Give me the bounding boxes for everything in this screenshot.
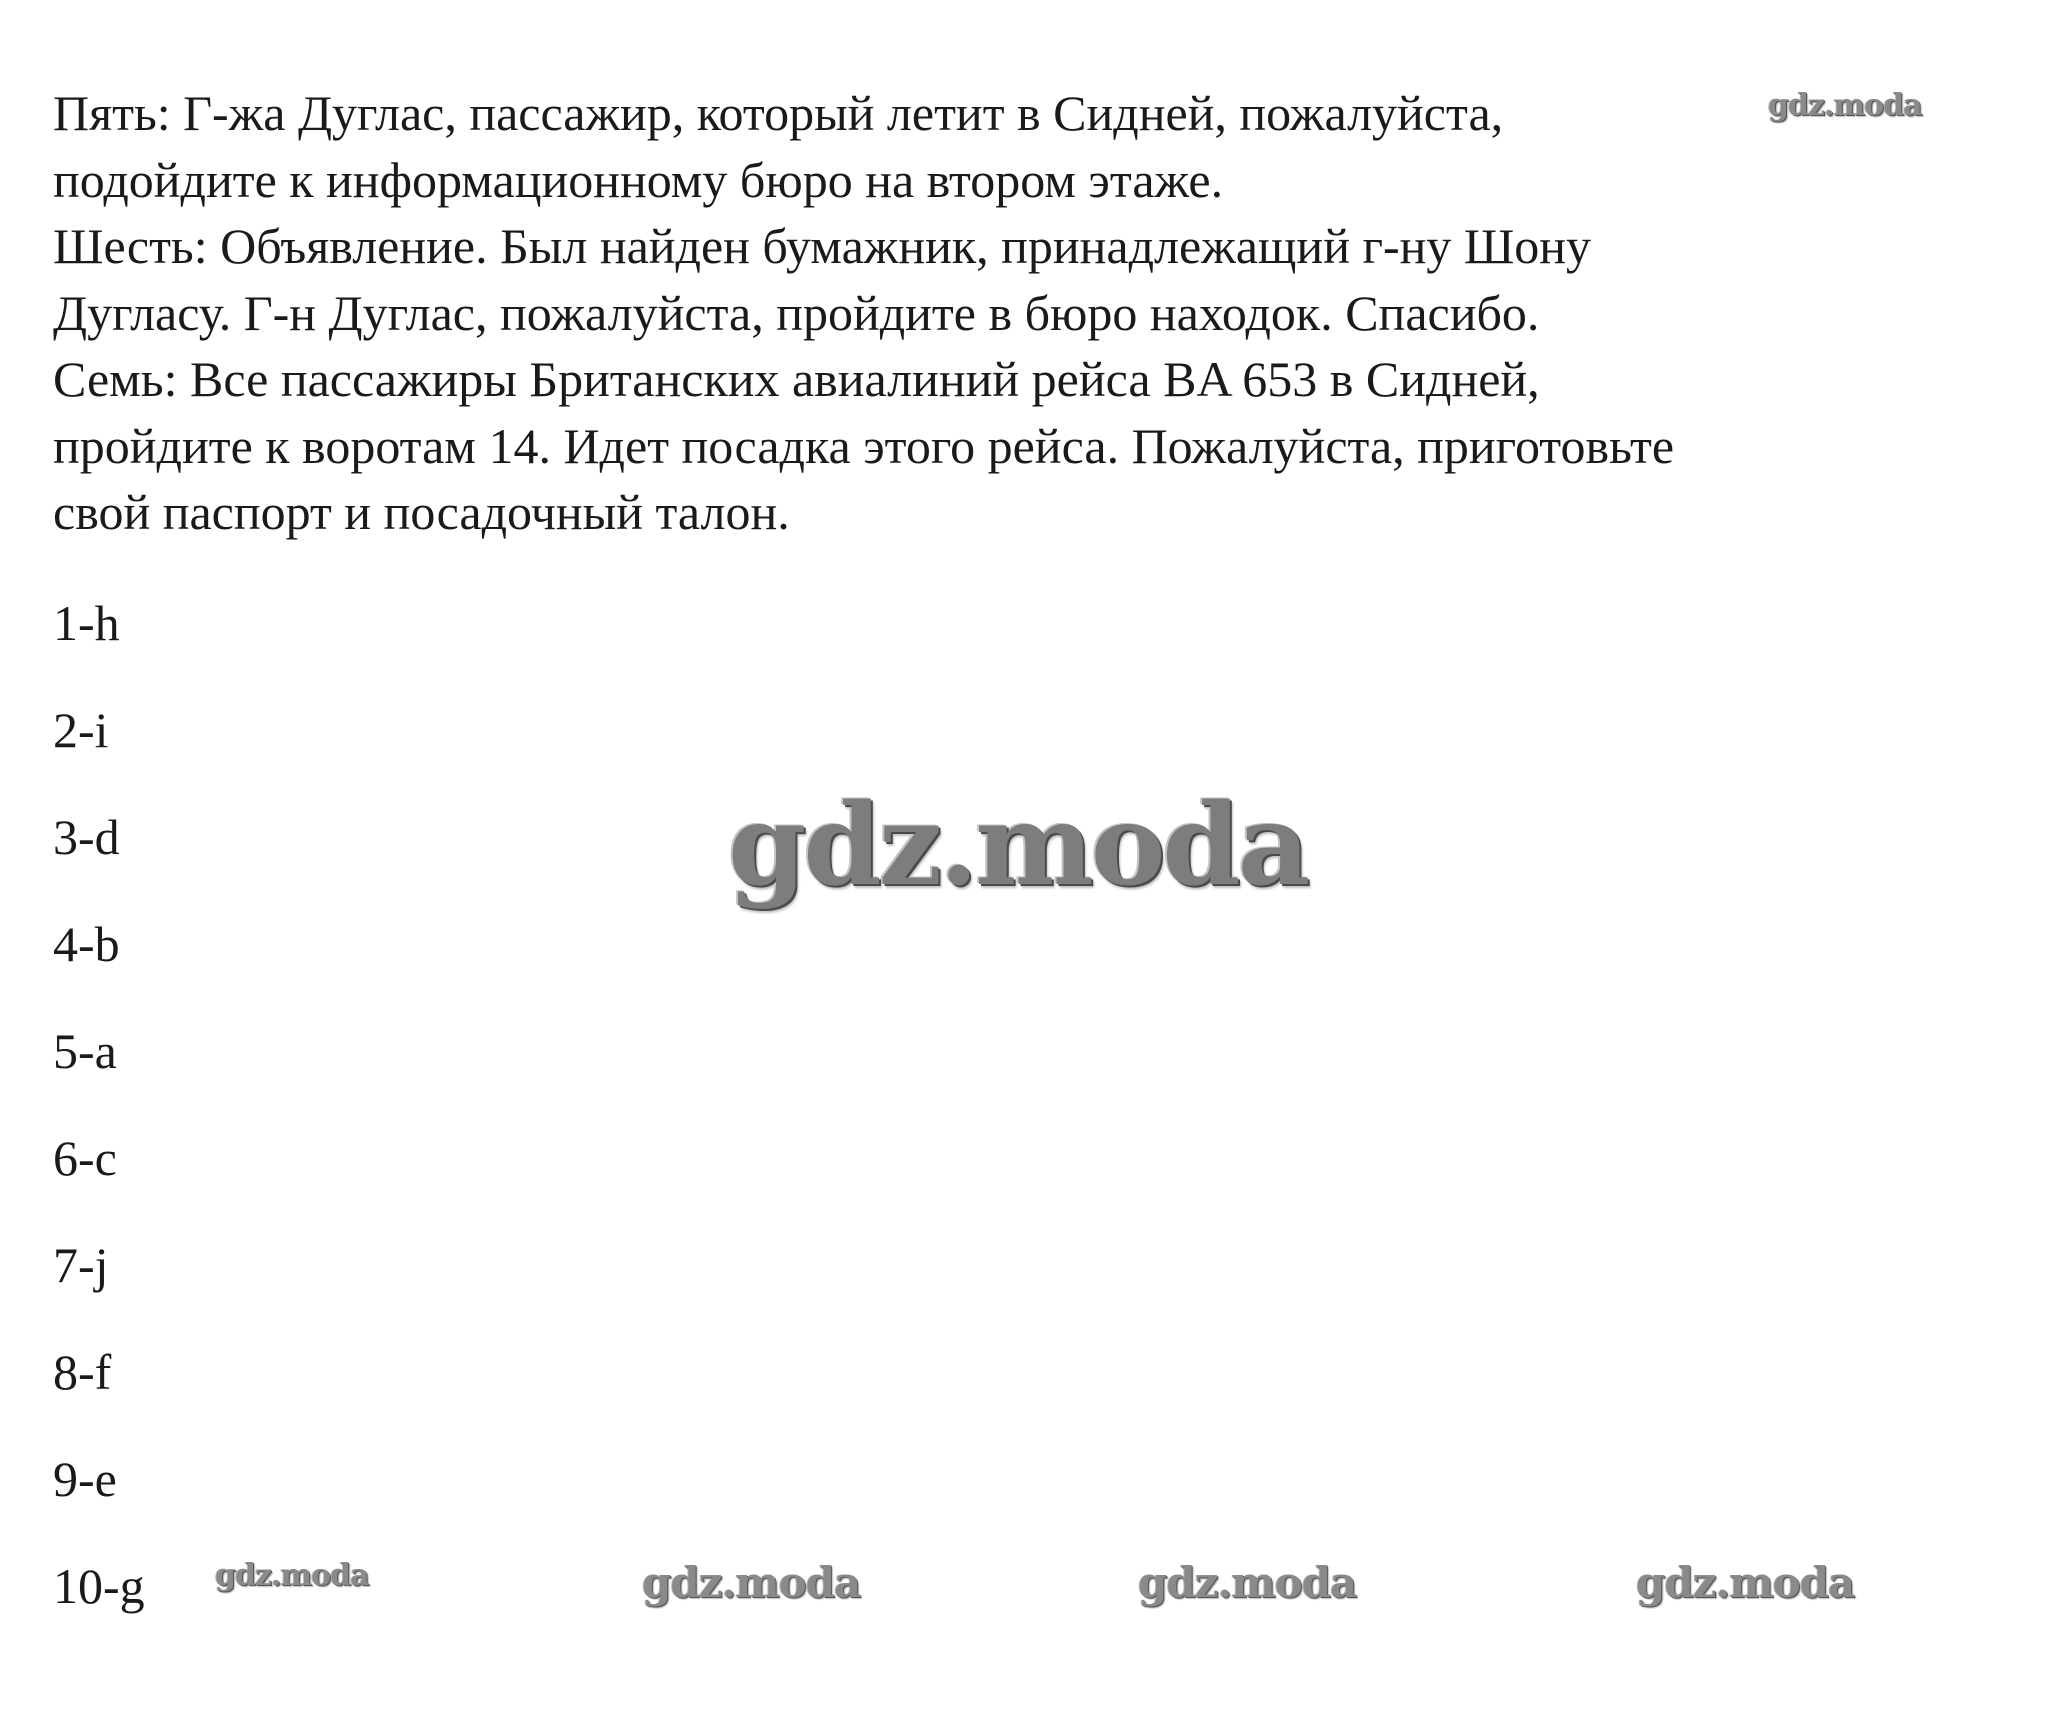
answer-item: 5-a xyxy=(53,1023,117,1079)
answer-item: 7-j xyxy=(53,1237,109,1293)
answer-item: 9-e xyxy=(53,1451,117,1507)
watermark-logo: gdz.moda xyxy=(1138,1558,1357,1607)
text-line: пройдите к воротам 14. Идет посадка этого рейса. Пожалуйста, приготовьте xyxy=(53,417,1675,474)
answer-item: 4-b xyxy=(53,916,120,972)
watermark-logo: gdz.moda xyxy=(1636,1558,1855,1607)
text-line: свой паспорт и посадочный талон. xyxy=(53,484,790,540)
watermark-logo: gdz.moda xyxy=(728,780,1308,911)
text-line: Дугласу. Г-н Дуглас, пожалуйста, пройдите в бюро находок. Спасибо. xyxy=(53,284,1540,341)
announcement-text xyxy=(53,80,2043,546)
answer-item: 10-g xyxy=(53,1558,145,1614)
watermark-logo: gdz.moda xyxy=(215,1558,369,1593)
text-line: Шесть: Объявление. Был найден бумажник, принадлежащий г-ну Шону xyxy=(53,218,1592,274)
answer-item: 6-c xyxy=(53,1130,117,1186)
answer-item: 3-d xyxy=(53,809,120,865)
answer-item: 8-f xyxy=(53,1344,112,1400)
watermark-logo: gdz.moda xyxy=(1768,88,1922,123)
text-line: Семь: Все пассажиры Британских авиалиний рейса BA 653 в Сидней, xyxy=(53,351,1540,407)
text-line: подойдите к информационному бюро на втором этаже. xyxy=(53,151,1224,208)
watermark-logo: gdz.moda xyxy=(642,1558,861,1607)
answer-item: 2-i xyxy=(53,702,109,758)
answer-item: 1-h xyxy=(53,595,120,651)
text-line: Пять: Г-жа Дуглас, пассажир, который летит в Сидней, пожалуйста, xyxy=(53,85,1504,141)
